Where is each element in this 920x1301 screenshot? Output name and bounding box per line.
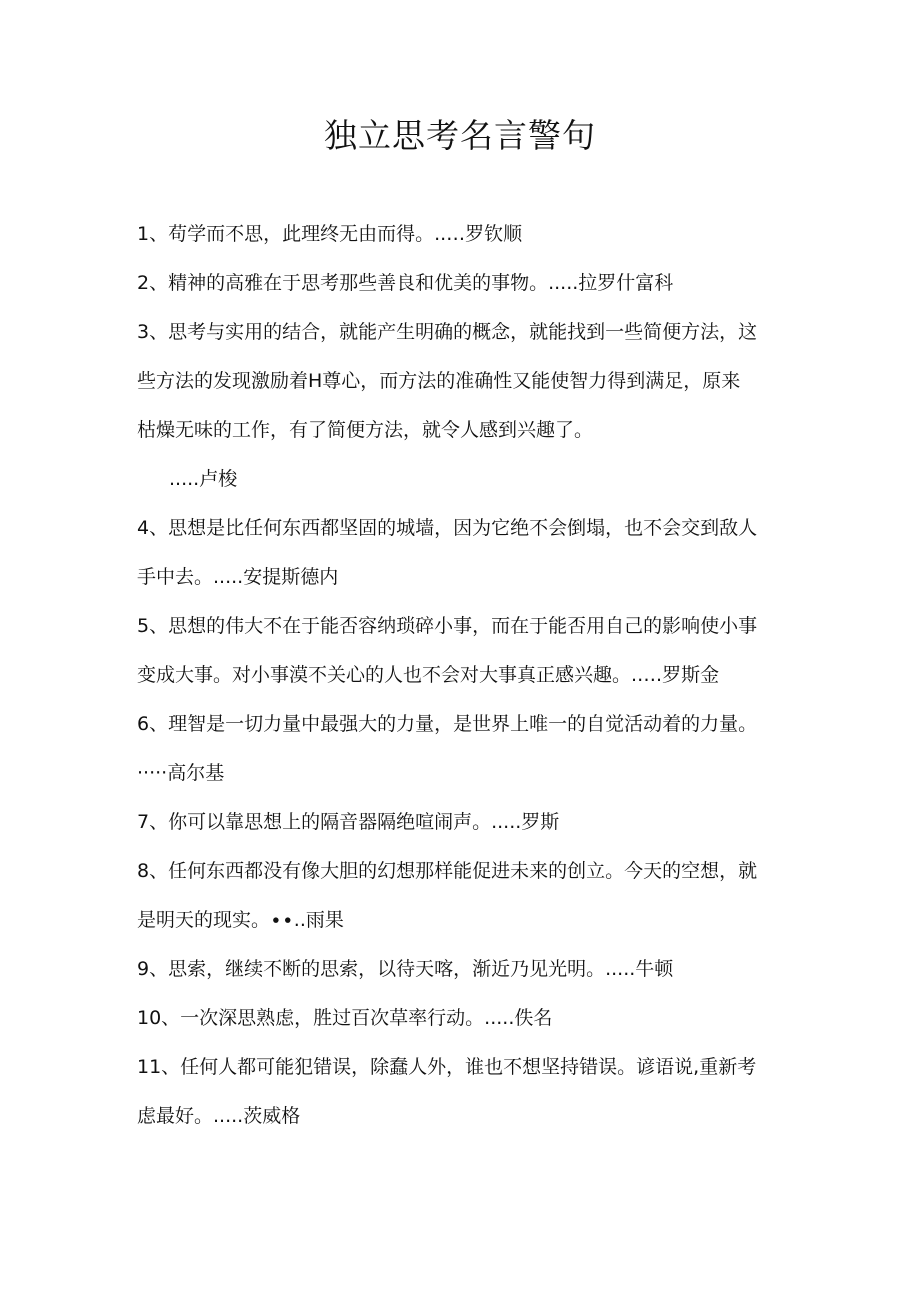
text-line: 3、思考与实用的结合，就能产生明确的概念，就能找到一些简便方法，这 xyxy=(137,321,758,343)
text-line: 4、思想是比任何东西都坚固的城墙，因为它绝不会倒塌，也不会交到敌人 xyxy=(137,517,758,539)
page-title: 独立思考名言警句 xyxy=(324,116,596,155)
text-line: 7、你可以靠思想上的隔音器隔绝喧闹声。.....罗斯 xyxy=(137,811,560,833)
text-line: 虑最好。.....茨威格 xyxy=(137,1105,301,1127)
text-line: 9、思索，继续不断的思索，以待天喀，渐近乃见光明。.....牛顿 xyxy=(137,958,674,980)
text-line: 枯燥无味的工作，有了简便方法，就令人感到兴趣了。 xyxy=(137,419,594,441)
text-line: 变成大事。对小事漠不关心的人也不会对大事真正感兴趣。.….罗斯金 xyxy=(137,664,720,686)
quote-list xyxy=(137,210,787,1141)
text-line: 11、任何人都可能犯错误，除蠢人外，谁也不想坚持错误。谚语说,重新考 xyxy=(137,1056,757,1078)
text-line: 6、理智是一切力量中最强大的力量，是世界上唯一的自觉活动着的力量。 xyxy=(137,713,758,735)
text-line: ·····高尔基 xyxy=(137,762,225,784)
text-line: 2、精神的高雅在于思考那些善良和优美的事物。.....拉罗什富科 xyxy=(137,272,674,294)
text-line: 些方法的发现激励着H尊心，而方法的准确性又能使智力得到满足，原来 xyxy=(137,370,741,392)
text-line: 1、苟学而不思，此理终无由而得。..…罗钦顺 xyxy=(137,223,523,245)
text-line: 5、思想的伟大不在于能否容纳琐碎小事，而在于能否用自己的影响使小事 xyxy=(137,615,758,637)
text-line: 10、一次深思熟虑，胜过百次草率行动。.....佚名 xyxy=(137,1007,553,1029)
text-line: 手中去。.....安提斯德内 xyxy=(137,566,339,588)
text-line: .....卢梭 xyxy=(169,468,238,490)
text-line: 8、任何东西都没有像大胆的幻想那样能促进未来的创立。今天的空想，就 xyxy=(137,860,758,882)
text-line: 是明天的现实。∙∙..雨果 xyxy=(137,909,344,931)
